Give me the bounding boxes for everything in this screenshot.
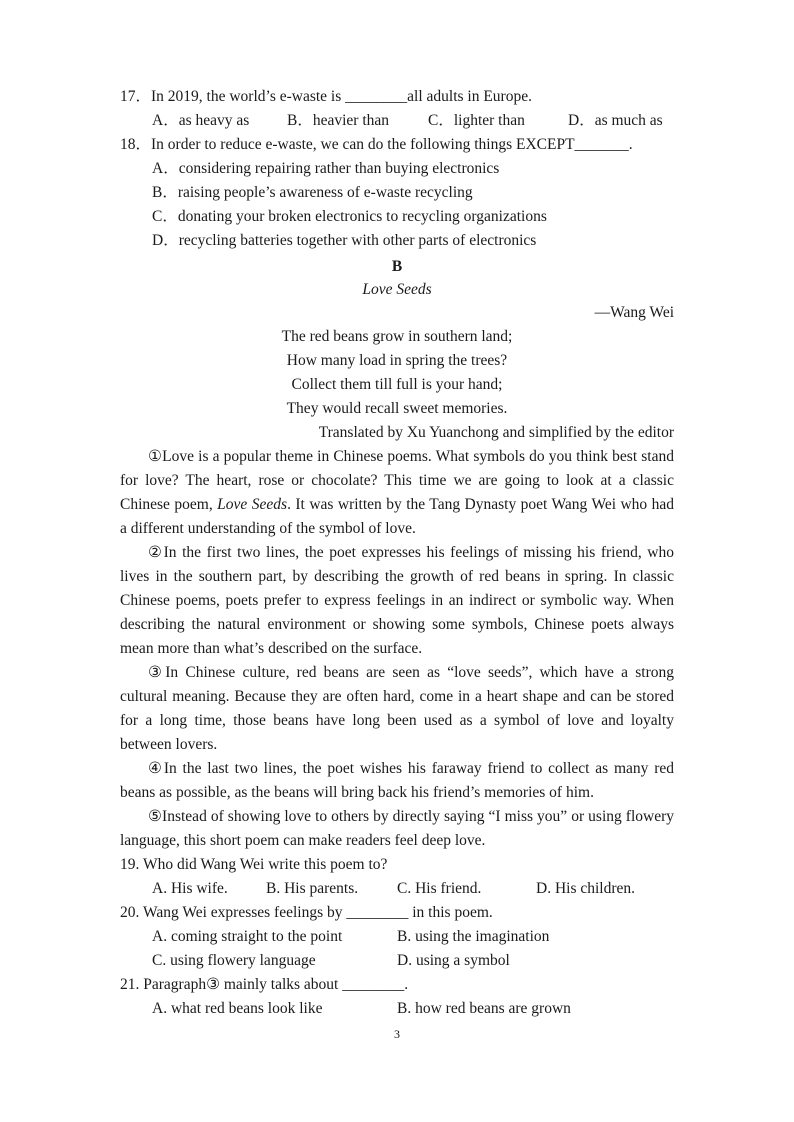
question-20-option-a: A. coming straight to the point: [152, 928, 343, 945]
question-17-option-a: A．as heavy as: [152, 112, 250, 129]
poem-title: Love Seeds: [362, 281, 432, 298]
question-18-option-a: A．considering repairing rather than buying electronics: [152, 160, 500, 177]
question-17-option-c: C．lighter than: [428, 112, 525, 129]
question-19-option-b: B. His parents.: [266, 880, 359, 897]
question-18-option-c: C．donating your broken electronics to recycling organizations: [152, 208, 547, 225]
poem-line-3: Collect them till full is your hand;: [291, 376, 503, 393]
question-20-option-b: B. using the imagination: [397, 928, 550, 945]
question-18-option-b: B．raising people’s awareness of e-waste recycling: [152, 184, 473, 201]
question-21-stem: 21. Paragraph③ mainly talks about ________.: [120, 976, 409, 993]
question-20-option-d: D. using a symbol: [397, 952, 510, 969]
poem-author: —Wang Wei: [594, 304, 674, 321]
question-20-stem: 20. Wang Wei expresses feelings by ________ in this poem.: [120, 904, 493, 921]
question-20-option-c: C. using flowery language: [152, 952, 316, 969]
question-17-stem: 17．In 2019, the world’s e-waste is ________all adults in Europe.: [120, 88, 532, 105]
question-18-option-d: D．recycling batteries together with other parts of electronics: [152, 232, 537, 249]
paragraph-3: ③In Chinese culture, red beans are seen as “love seeds”, which have a strong cultural meaning. Because they are often hard, come in a heart shape and can be stored for a long time, those beans have long been used as a symbol of love and loyalty between lovers.: [120, 664, 674, 753]
question-18-stem: 18．In order to reduce e-waste, we can do the following things EXCEPT_______.: [120, 136, 633, 153]
question-19-stem: 19. Who did Wang Wei write this poem to?: [120, 856, 388, 873]
question-21-option-a: A. what red beans look like: [152, 1000, 323, 1017]
question-19-option-a: A. His wife.: [152, 880, 228, 897]
paragraph-1: [120, 445, 674, 541]
poem-line-4: They would recall sweet memories.: [286, 400, 508, 417]
question-17-option-b: B．heavier than: [287, 112, 390, 129]
section-letter: B: [391, 258, 403, 275]
question-19-option-d: D. His children.: [536, 880, 636, 897]
page-number: 3: [394, 1027, 400, 1041]
paragraph-2: ②In the first two lines, the poet expresses his feelings of missing his friend, who lives in the southern part, by describing the growth of red beans in spring. In classic Chinese poems, poets prefer to express feelings in an indirect or symbolic way. When describing the natural environment or showing some symbols, Chinese poets always mean more than what’s described on the surface.: [120, 544, 674, 657]
paragraph-4: ④In the last two lines, the poet wishes his faraway friend to collect as many red beans as possible, as the beans will bring back his friend’s memories of him.: [120, 760, 674, 801]
poem-line-2: How many load in spring the trees?: [286, 352, 508, 369]
question-21-option-b: B. how red beans are grown: [397, 1000, 571, 1017]
translator-credit: Translated by Xu Yuanchong and simplified by the editor: [318, 424, 674, 441]
paragraph-1-poem-title: Love Seeds: [217, 496, 288, 513]
poem-line-1: The red beans grow in southern land;: [281, 328, 513, 345]
paragraph-1-text-a: ①Love is a popular theme in Chinese poems. What symbols do you think best stand for love? The heart, rose or chocolate? This time we are going to look at a classic Chinese poem,: [120, 448, 674, 513]
question-17-option-d: D．as much as: [568, 112, 663, 129]
question-19-option-c: C. His friend.: [397, 880, 482, 897]
paragraph-5: ⑤Instead of showing love to others by directly saying “I miss you” or using flowery language, this short poem can make readers feel deep love.: [120, 808, 674, 849]
paragraph-1-text-b: . It was written by the Tang Dynasty poet Wang Wei who had a different understanding of the symbol of love.: [120, 496, 675, 537]
